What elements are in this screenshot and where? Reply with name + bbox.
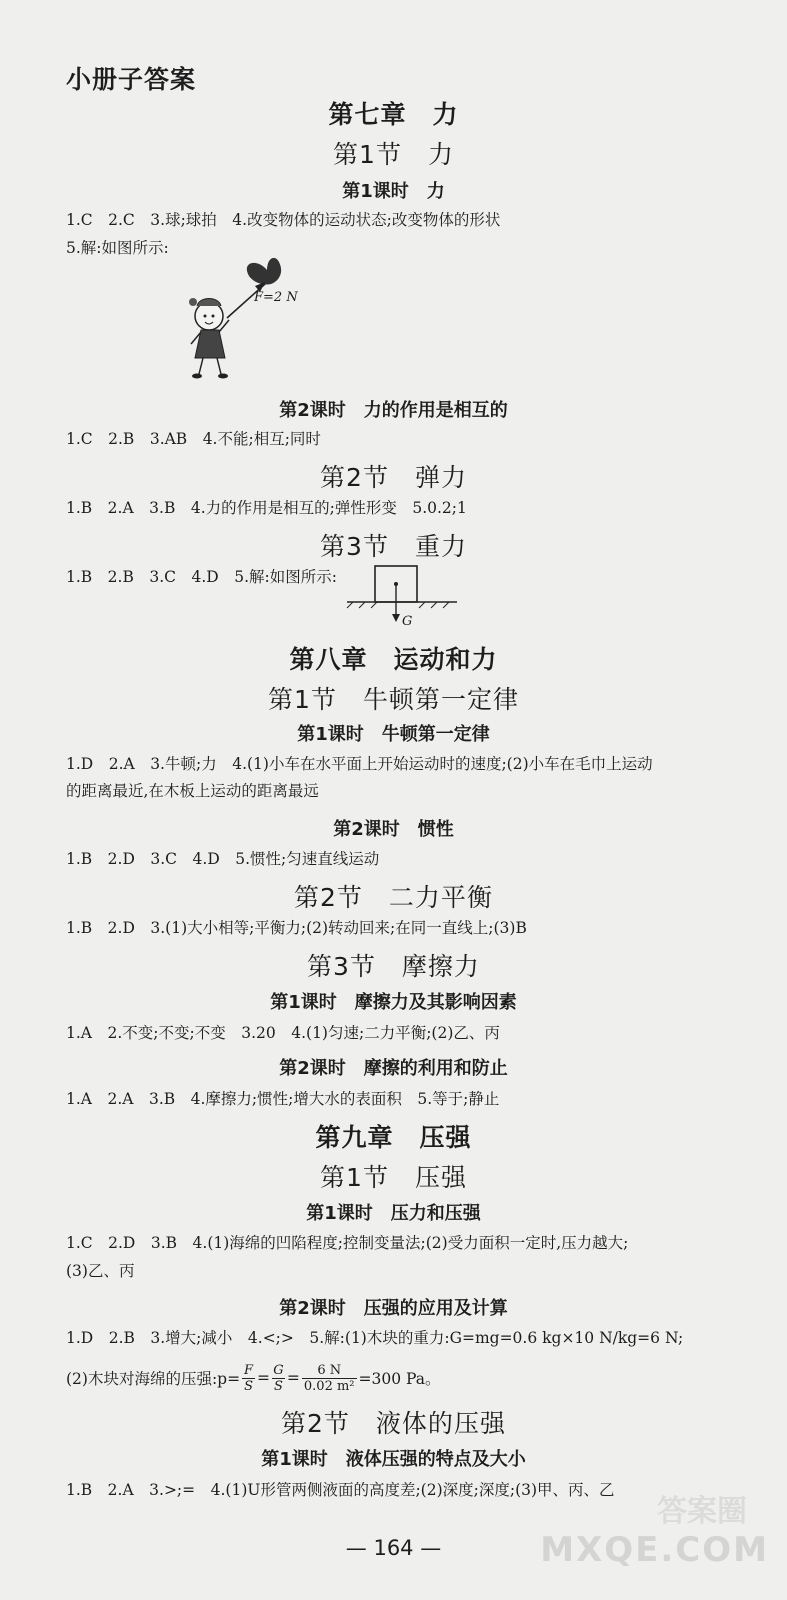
watermark-cn: 答案圈 [657, 1494, 747, 1529]
gravity-label: G [402, 614, 413, 629]
heart-balloon-icon [247, 258, 281, 285]
ch8-section-3-title: 第3节 摩擦力 [307, 952, 480, 981]
fraction-denominator: S [244, 1378, 253, 1394]
ch9-s2-lesson-1-title: 第1课时 液体压强的特点及大小 [261, 1449, 526, 1470]
fraction-denominator: 0.02 m² [303, 1378, 355, 1394]
chapter-9-title: 第九章 压强 [315, 1123, 472, 1152]
chapter-8-title: 第八章 运动和力 [289, 645, 498, 674]
ch8-section-2-title: 第2节 二力平衡 [294, 883, 493, 912]
formula-suffix: =300 Pa。 [358, 1370, 441, 1388]
ch8-s3-lesson-2-title: 第2课时 摩擦的利用和防止 [279, 1058, 508, 1079]
answer-line: 1.A 2.A 3.B 4.摩擦力;惯性;增大水的表面积 5.等于;静止 [66, 1090, 500, 1108]
fraction-numeric [302, 1363, 357, 1394]
ch7-s1-lesson-1-title: 第1课时 力 [342, 181, 445, 202]
answer-line: 1.C 2.B 3.AB 4.不能;相互;同时 [66, 430, 321, 448]
answer-line: 的距离最近,在木板上运动的距离最远 [66, 782, 319, 800]
page-number: — 164 — [345, 1536, 442, 1560]
fraction-numerator: 6 N [317, 1362, 342, 1378]
ch8-s3-lesson-1-title: 第1课时 摩擦力及其影响因素 [270, 992, 517, 1013]
ch7-section-1-title: 第1节 力 [333, 140, 454, 169]
answer-line: 1.D 2.B 3.增大;减小 4.<;> 5.解:(1)木块的重力:G=mg=0.6 kg×10 N/kg=6 N; [66, 1329, 684, 1347]
fraction-numerator: G [273, 1362, 284, 1378]
chapter-7-title: 第七章 力 [328, 100, 459, 129]
fraction-f-over-s [242, 1363, 255, 1394]
answer-line: 1.B 2.A 3.>;= 4.(1)U形管两侧液面的高度差;(2)深度;深度;(3)甲、丙、乙 [66, 1481, 615, 1499]
ch8-s1-lesson-1-title: 第1课时 牛顿第一定律 [297, 724, 490, 745]
ch9-section-2-title: 第2节 液体的压强 [281, 1409, 506, 1438]
answer-line: 1.B 2.A 3.B 4.力的作用是相互的;弹性形变 5.0.2;1 [66, 499, 467, 517]
answer-line: 1.C 2.D 3.B 4.(1)海绵的凹陷程度;控制变量法;(2)受力面积一定时,压力越大; [66, 1234, 629, 1252]
answer-line: 1.A 2.不变;不变;不变 3.20 4.(1)匀速;二力平衡;(2)乙、丙 [66, 1024, 500, 1042]
fraction-denominator: S [274, 1378, 283, 1394]
watermark: MXQE.COM [540, 1530, 769, 1570]
ch7-s1-lesson-2-title: 第2课时 力的作用是相互的 [279, 400, 508, 421]
equals-sign: = [257, 1369, 270, 1387]
answer-line: 1.C 2.C 3.球;球拍 4.改变物体的运动状态;改变物体的形状 [66, 211, 501, 229]
answer-line: 1.D 2.A 3.牛顿;力 4.(1)小车在水平面上开始运动时的速度;(2)小车在毛巾上运动 [66, 755, 653, 773]
formula-prefix: (2)木块对海绵的压强:p= [66, 1370, 241, 1388]
girl-balloon-figure [175, 240, 305, 380]
ch9-section-1-title: 第1节 压强 [320, 1163, 467, 1192]
girl-head [195, 302, 223, 330]
fraction-numerator: F [244, 1362, 254, 1378]
ch8-section-1-title: 第1节 牛顿第一定律 [268, 685, 519, 714]
answer-line: 5.解:如图所示: [66, 239, 169, 257]
answer-line: 1.B 2.D 3.C 4.D 5.惯性;匀速直线运动 [66, 850, 380, 868]
booklet-answers-header: 小册子答案 [66, 65, 197, 94]
answer-line: 1.B 2.D 3.(1)大小相等;平衡力;(2)转动回来;在同一直线上;(3)B [66, 919, 527, 937]
ch9-s1-lesson-1-title: 第1课时 压力和压强 [306, 1203, 481, 1224]
answer-line: (3)乙、丙 [66, 1262, 135, 1280]
equals-sign: = [286, 1369, 300, 1387]
ch9-s1-lesson-2-title: 第2课时 压强的应用及计算 [279, 1298, 508, 1319]
ch8-s1-lesson-2-title: 第2课时 惯性 [333, 819, 454, 840]
answer-line: 1.B 2.B 3.C 4.D 5.解:如图所示: [66, 568, 337, 586]
pressure-formula-line [66, 1356, 441, 1400]
fraction-g-over-s [272, 1363, 285, 1394]
ch7-section-3-title: 第3节 重力 [320, 532, 467, 561]
ch7-section-2-title: 第2节 弹力 [320, 463, 467, 492]
force-label: F=2 N [254, 290, 298, 305]
